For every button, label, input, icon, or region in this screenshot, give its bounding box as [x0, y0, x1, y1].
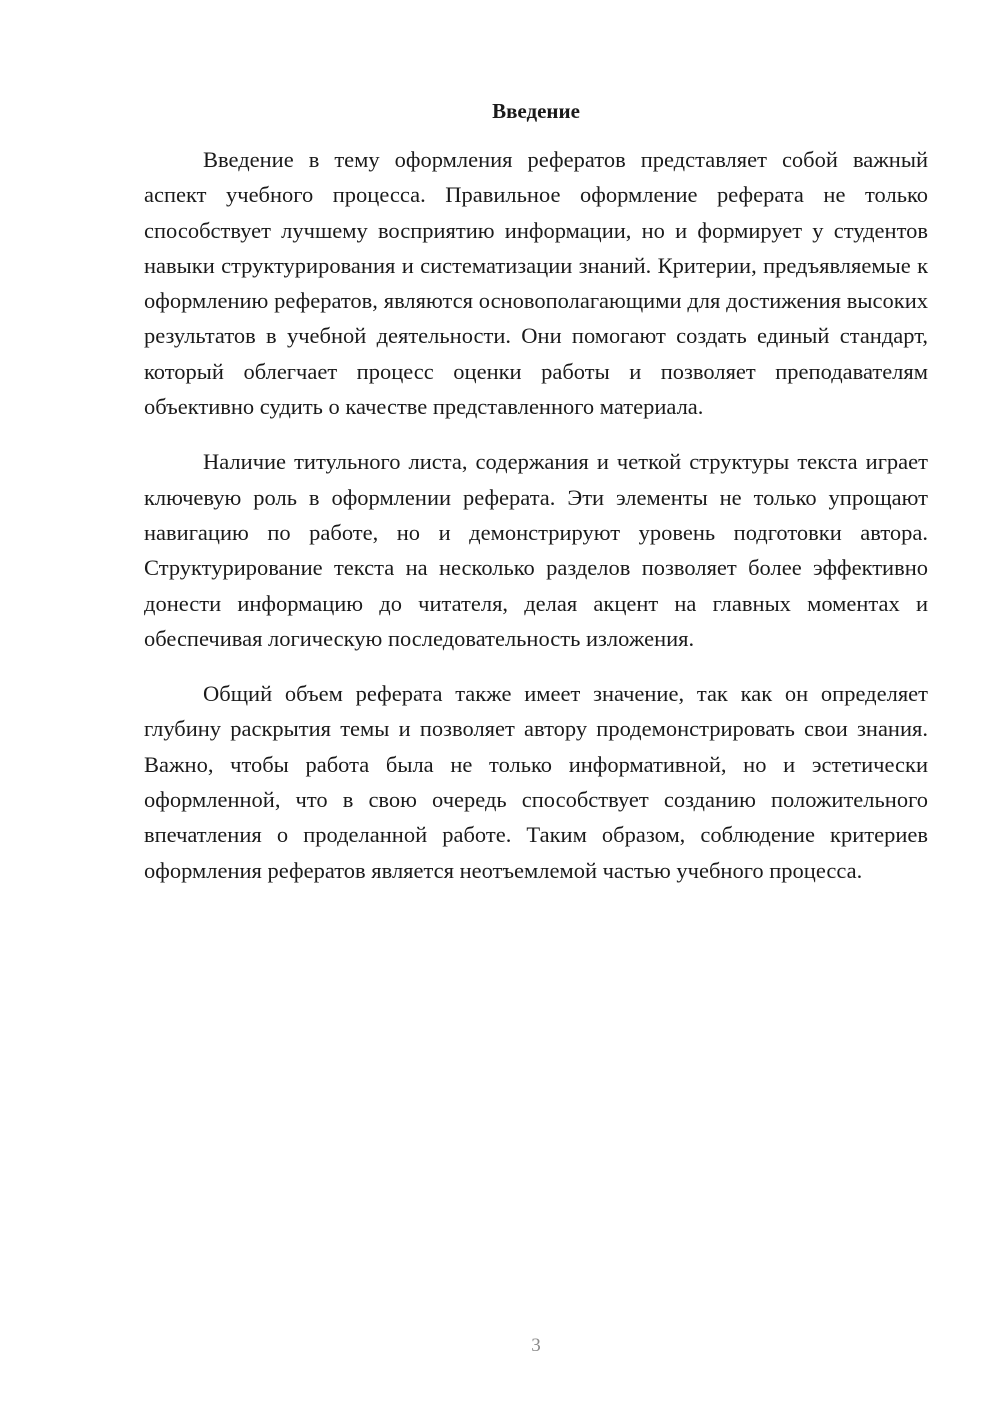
paragraph-1: Введение в тему оформления рефератов представляет собой важный аспект учебного процесса. Правильное оформление реферата не только способствует лучшему восприятию информации, но и формирует у студентов навыки структурирования и систематизации знаний. Критерии, предъявляемые к оформлению рефератов, являются основополагающими для достижения высоких результатов в учебной деятельности. Они помогают создать единый стандарт, который облегчает процесс оценки работы и позволяет преподавателям объективно судить о качестве представленного материала.	[144, 147, 928, 420]
body-text	[144, 142, 928, 908]
paragraph-3: Общий объем реферата также имеет значение, так как он определяет глубину раскрытия темы и позволяет автору продемонстрировать свои знания. Важно, чтобы работа была не только информативной, но и эстетически оформленной, что в свою очередь способствует созданию положительного впечатления о проделанной работе. Таким образом, соблюдение критериев оформления рефератов является неотъемлемой частью учебного процесса.	[144, 681, 928, 883]
section-heading: Введение	[492, 99, 580, 123]
paragraph-2: Наличие титульного листа, содержания и четкой структуры текста играет ключевую роль в оформлении реферата. Эти элементы не только упрощают навигацию по работе, но и демонстрируют уровень подготовки автора. Структурирование текста на несколько разделов позволяет более эффективно донести информацию до читателя, делая акцент на главных моментах и обеспечивая логическую последовательность изложения.	[144, 449, 928, 651]
page-number: 3	[531, 1335, 541, 1356]
